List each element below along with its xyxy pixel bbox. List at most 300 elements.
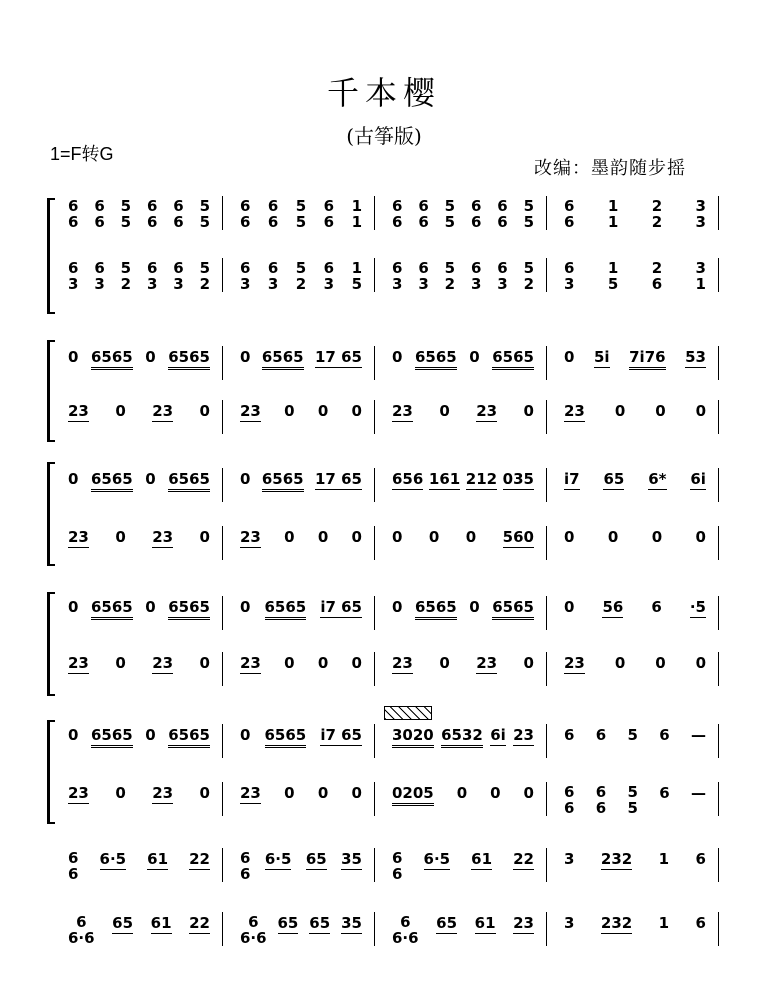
note-group: 0 — [607, 528, 619, 546]
note-group: 0 — [695, 528, 706, 546]
barline — [546, 848, 547, 882]
measure — [384, 528, 542, 548]
note-group: 17 65 — [315, 470, 362, 488]
note-group: 0 — [284, 784, 295, 802]
note-group: 0 — [351, 784, 362, 802]
barline — [718, 782, 719, 816]
note-group: 65 — [436, 914, 458, 932]
barline — [546, 258, 547, 292]
barline — [718, 724, 719, 758]
measure — [232, 914, 370, 946]
note-group: 23 — [240, 654, 261, 672]
song-title: 千本樱 — [326, 74, 441, 112]
note-group: 0 — [351, 402, 362, 420]
barline — [374, 848, 375, 882]
note-group: 65 — [112, 914, 134, 932]
measure — [384, 654, 542, 674]
measure — [384, 726, 542, 748]
barline — [718, 346, 719, 380]
note-group: ·5 — [689, 598, 706, 616]
note-group: 6 3 — [146, 259, 158, 293]
note-group: 6565 — [262, 348, 304, 370]
note-group: 6 3 — [240, 259, 251, 293]
note-group: 6565 — [168, 598, 210, 620]
note-group: 23 — [152, 784, 174, 802]
note-group: 5i — [593, 348, 610, 366]
note-group: 0 — [145, 348, 156, 366]
measure — [384, 784, 542, 806]
note-group: 0 — [68, 348, 79, 366]
measure — [384, 260, 542, 292]
note-group: 6565 — [91, 348, 133, 370]
score-system — [0, 462, 768, 562]
note-group: 6565 — [492, 348, 534, 370]
note-group: 3 1 — [695, 259, 706, 293]
barline — [546, 912, 547, 946]
tremolo-box — [384, 706, 432, 720]
note-group: 6 — [595, 726, 607, 744]
measure — [556, 348, 714, 370]
note-group: 0 — [240, 726, 251, 744]
note-group: 0 — [240, 470, 251, 488]
system-brace — [47, 198, 55, 314]
note-group: 6565 — [265, 598, 307, 620]
note-group: 5 5 — [120, 197, 132, 231]
note-group: 6 3 — [267, 259, 279, 293]
note-group: 6 6 — [146, 197, 158, 231]
note-group: 0 — [115, 402, 126, 420]
measure — [384, 850, 542, 882]
note-group: 23 — [392, 402, 413, 420]
note-group: 0205 — [392, 784, 434, 806]
note-group: i7 65 — [320, 726, 362, 744]
note-group: 6 — [695, 850, 706, 868]
note-group: 035 — [502, 470, 534, 488]
note-group: 0 — [351, 654, 362, 672]
measure — [60, 528, 218, 548]
note-group: 0 — [392, 598, 403, 616]
note-group: 23 — [240, 528, 261, 546]
note-group: 0 — [199, 402, 210, 420]
note-group: 0 — [469, 348, 480, 366]
note-group: 6 6 — [564, 197, 575, 231]
note-group: 5 5 — [523, 197, 534, 231]
note-group: 23 — [68, 784, 89, 802]
barline — [546, 196, 547, 230]
note-group: 6565 — [91, 726, 133, 748]
barline — [546, 782, 547, 816]
note-group: 5 2 — [444, 259, 456, 293]
measure — [60, 598, 218, 620]
barline — [546, 468, 547, 502]
barline — [374, 782, 375, 816]
note-group: 0 — [68, 726, 79, 744]
measure — [556, 850, 714, 870]
note-group: 232 — [600, 914, 633, 932]
note-group: 6 6·6 — [392, 913, 419, 947]
note-group: 0 — [523, 784, 534, 802]
note-group: 35 — [341, 850, 362, 868]
measure — [556, 726, 714, 744]
barline — [374, 526, 375, 560]
key-signature: 1=F转G — [50, 144, 114, 164]
note-group: 6 6 — [173, 197, 184, 231]
note-group: 6 3 — [68, 259, 79, 293]
barline — [222, 400, 223, 434]
note-group: 23 — [68, 528, 89, 546]
measure — [232, 850, 370, 882]
note-group: 6 6 — [240, 197, 251, 231]
note-group: 5 — [627, 726, 638, 744]
note-group: 5 2 — [199, 259, 210, 293]
note-group: 161 — [428, 470, 461, 488]
note-group: 23 — [513, 726, 534, 744]
barline — [222, 652, 223, 686]
measure — [556, 598, 714, 618]
note-group: 0 — [614, 654, 626, 672]
barline — [546, 652, 547, 686]
note-group: 0 — [284, 654, 295, 672]
note-group: 0 — [695, 654, 706, 672]
note-group: 0 — [68, 470, 79, 488]
note-group: 23 — [564, 402, 585, 420]
note-group: 23 — [564, 654, 585, 672]
note-group: 0 — [564, 348, 575, 366]
measure — [384, 598, 542, 620]
measure — [384, 348, 542, 370]
measure — [60, 260, 218, 292]
note-group: 5 2 — [120, 259, 132, 293]
note-group: 0 — [317, 402, 329, 420]
note-group: — — [691, 726, 706, 744]
barline — [374, 196, 375, 230]
barline — [374, 258, 375, 292]
note-group: 6 6 — [323, 197, 335, 231]
measure — [384, 914, 542, 946]
note-group: 0 — [456, 784, 468, 802]
note-group: 6 6 — [564, 783, 575, 817]
note-group: 6 6 — [240, 849, 251, 883]
note-group: 65 — [305, 850, 327, 868]
note-group: 61 — [147, 850, 169, 868]
measure — [556, 528, 714, 546]
note-group: 0 — [523, 402, 534, 420]
barline — [718, 596, 719, 630]
note-group: 2 2 — [651, 197, 663, 231]
note-group: 5 5 — [627, 783, 638, 817]
note-group: 3 — [564, 850, 575, 868]
note-group: 6 — [659, 726, 670, 744]
song-subtitle: (古筝版) — [346, 124, 422, 148]
note-group: 6 6 — [595, 783, 607, 817]
score-system — [0, 592, 768, 692]
note-group: 0 — [240, 348, 251, 366]
note-group: 0 — [695, 402, 706, 420]
note-group: 6 6 — [470, 197, 482, 231]
barline — [718, 400, 719, 434]
note-group: 6 6 — [497, 197, 508, 231]
barline — [374, 724, 375, 758]
measure — [384, 198, 542, 230]
note-group: 22 — [189, 850, 210, 868]
barline — [718, 912, 719, 946]
barline — [374, 596, 375, 630]
note-group: 23 — [476, 402, 498, 420]
barline — [546, 346, 547, 380]
note-group: 23 — [476, 654, 498, 672]
barline — [222, 468, 223, 502]
note-group: 22 — [513, 850, 534, 868]
note-group: 0 — [490, 784, 501, 802]
barline — [546, 596, 547, 630]
note-group: 6 6 — [94, 197, 105, 231]
barline — [546, 400, 547, 434]
barline — [374, 346, 375, 380]
measure — [232, 402, 370, 422]
note-group: 5 2 — [523, 259, 534, 293]
note-group: 6 3 — [564, 259, 575, 293]
measure — [232, 784, 370, 804]
note-group: 6 — [695, 914, 706, 932]
note-group: 6 — [651, 598, 662, 616]
score-system — [0, 720, 768, 820]
measure — [556, 198, 714, 230]
measure — [232, 528, 370, 548]
note-group: 23 — [240, 402, 261, 420]
note-group: 61 — [471, 850, 493, 868]
note-group: 6 3 — [94, 259, 105, 293]
note-group: 0 — [655, 654, 666, 672]
note-group: 6 6 — [392, 849, 403, 883]
measure — [60, 784, 218, 804]
note-group: 6* — [648, 470, 667, 488]
system-brace — [47, 592, 55, 696]
barline — [222, 782, 223, 816]
note-group: 53 — [685, 348, 706, 366]
measure — [556, 784, 714, 816]
note-group: 65 — [603, 470, 625, 488]
note-group: 6 — [564, 726, 575, 744]
note-group: 23 — [68, 402, 89, 420]
note-group: 0 — [564, 528, 575, 546]
barline — [222, 848, 223, 882]
note-group: 23 — [152, 654, 174, 672]
note-group: 6565 — [265, 726, 307, 748]
note-group: 6 3 — [418, 259, 429, 293]
barline — [222, 196, 223, 230]
note-group: 61 — [150, 914, 172, 932]
note-group: 0 — [199, 654, 210, 672]
note-group: 0 — [439, 654, 450, 672]
note-group: 0 — [115, 784, 126, 802]
note-group: 0 — [469, 598, 480, 616]
note-group: 0 — [614, 402, 626, 420]
note-group: 3020 — [392, 726, 434, 748]
note-group: 23 — [392, 654, 413, 672]
note-group: 17 65 — [315, 348, 362, 366]
note-group: 23 — [152, 528, 174, 546]
note-group: 6 6·6 — [240, 913, 267, 947]
note-group: 560 — [502, 528, 534, 546]
note-group: 35 — [341, 914, 362, 932]
barline — [718, 526, 719, 560]
note-group: 22 — [189, 914, 210, 932]
measure — [232, 598, 370, 620]
note-group: 6·5 — [99, 850, 127, 868]
note-group: 23 — [152, 402, 174, 420]
barline — [222, 258, 223, 292]
note-group: 0 — [655, 402, 666, 420]
note-group: 0 — [115, 528, 126, 546]
measure — [556, 654, 714, 674]
note-group: 6 3 — [497, 259, 508, 293]
measure — [60, 654, 218, 674]
barline — [222, 596, 223, 630]
measure — [232, 726, 370, 748]
note-group: 6 3 — [173, 259, 184, 293]
measure — [232, 654, 370, 674]
note-group: 0 — [465, 528, 477, 546]
barline — [718, 258, 719, 292]
note-group: 6565 — [415, 598, 457, 620]
note-group: 0 — [240, 598, 251, 616]
note-group: — — [691, 784, 706, 802]
note-group: 23 — [240, 784, 261, 802]
note-group: 0 — [317, 528, 329, 546]
note-group: 6 6 — [418, 197, 429, 231]
note-group: 0 — [115, 654, 126, 672]
note-group: 6565 — [168, 470, 210, 492]
measure — [60, 914, 218, 946]
barline — [718, 652, 719, 686]
barline — [718, 848, 719, 882]
measure — [232, 260, 370, 292]
measure — [60, 198, 218, 230]
measure — [556, 470, 714, 490]
barline — [546, 526, 547, 560]
note-group: 2 6 — [651, 259, 663, 293]
system-brace — [47, 462, 55, 566]
barline — [374, 400, 375, 434]
note-group: 3 3 — [695, 197, 706, 231]
note-group: 0 — [145, 726, 156, 744]
barline — [222, 912, 223, 946]
note-group: 6 3 — [470, 259, 482, 293]
note-group: 6i — [490, 726, 506, 744]
note-group: 6 6 — [68, 849, 79, 883]
note-group: 6 6 — [392, 197, 403, 231]
note-group: 0 — [428, 528, 440, 546]
measure — [60, 348, 218, 370]
note-group: 0 — [392, 528, 403, 546]
barline — [546, 724, 547, 758]
measure — [232, 348, 370, 370]
note-group: 6565 — [168, 726, 210, 748]
barline — [718, 196, 719, 230]
note-group: 1 — [658, 914, 670, 932]
note-group: 0 — [439, 402, 450, 420]
measure — [60, 850, 218, 882]
note-group: 0 — [145, 470, 156, 488]
system-brace — [47, 720, 55, 824]
note-group: 6565 — [168, 348, 210, 370]
note-group: 61 — [474, 914, 496, 932]
measure — [232, 198, 370, 230]
arranger-credit: 改编：墨韵随步摇 — [534, 158, 686, 179]
note-group: 6 3 — [392, 259, 403, 293]
note-group: 5 5 — [199, 197, 210, 231]
note-group: 0 — [651, 528, 663, 546]
note-group: 6·5 — [423, 850, 451, 868]
note-group: 6 3 — [323, 259, 335, 293]
note-group: 23 — [68, 654, 89, 672]
note-group: 3 — [564, 914, 575, 932]
note-group: 6565 — [91, 598, 133, 620]
note-group: 0 — [392, 348, 403, 366]
measure — [384, 470, 542, 490]
note-group: 6 6 — [68, 197, 79, 231]
note-group: 1 1 — [351, 197, 362, 231]
note-group: 6565 — [262, 470, 304, 492]
measure — [60, 470, 218, 492]
measure — [556, 260, 714, 292]
note-group: 65 — [277, 914, 299, 932]
note-group: 6 6 — [267, 197, 279, 231]
barline — [222, 526, 223, 560]
note-group: 0 — [523, 654, 534, 672]
note-group: 6 — [659, 784, 670, 802]
barline — [222, 346, 223, 380]
note-group: 1 5 — [351, 259, 362, 293]
note-group: 0 — [284, 528, 295, 546]
note-group: 56 — [602, 598, 624, 616]
note-group: 212 — [465, 470, 498, 488]
note-group: i7 — [564, 470, 580, 488]
note-group: 0 — [564, 598, 575, 616]
note-group: 0 — [317, 654, 329, 672]
note-group: 0 — [199, 784, 210, 802]
note-group: 23 — [513, 914, 534, 932]
note-group: 6565 — [415, 348, 457, 370]
note-group: 0 — [317, 784, 329, 802]
note-group: 0 — [351, 528, 362, 546]
note-group: 5 5 — [444, 197, 456, 231]
note-group: 232 — [600, 850, 633, 868]
note-group: 6565 — [91, 470, 133, 492]
note-group: 1 5 — [607, 259, 619, 293]
barline — [374, 912, 375, 946]
note-group: 6532 — [441, 726, 483, 748]
note-group: 0 — [68, 598, 79, 616]
note-group: 0 — [199, 528, 210, 546]
note-group: 6565 — [492, 598, 534, 620]
note-group: 65 — [309, 914, 331, 932]
note-group: 656 — [392, 470, 424, 488]
note-group: 1 1 — [607, 197, 619, 231]
note-group: 6·5 — [264, 850, 292, 868]
note-group: 0 — [145, 598, 156, 616]
note-group: i7 65 — [320, 598, 362, 616]
note-group: 6 6·6 — [68, 913, 95, 947]
note-group: 5 5 — [295, 197, 307, 231]
barline — [718, 468, 719, 502]
measure — [232, 470, 370, 492]
measure — [60, 726, 218, 748]
note-group: 0 — [284, 402, 295, 420]
score-system — [0, 340, 768, 438]
score-system — [0, 198, 768, 310]
barline — [374, 652, 375, 686]
